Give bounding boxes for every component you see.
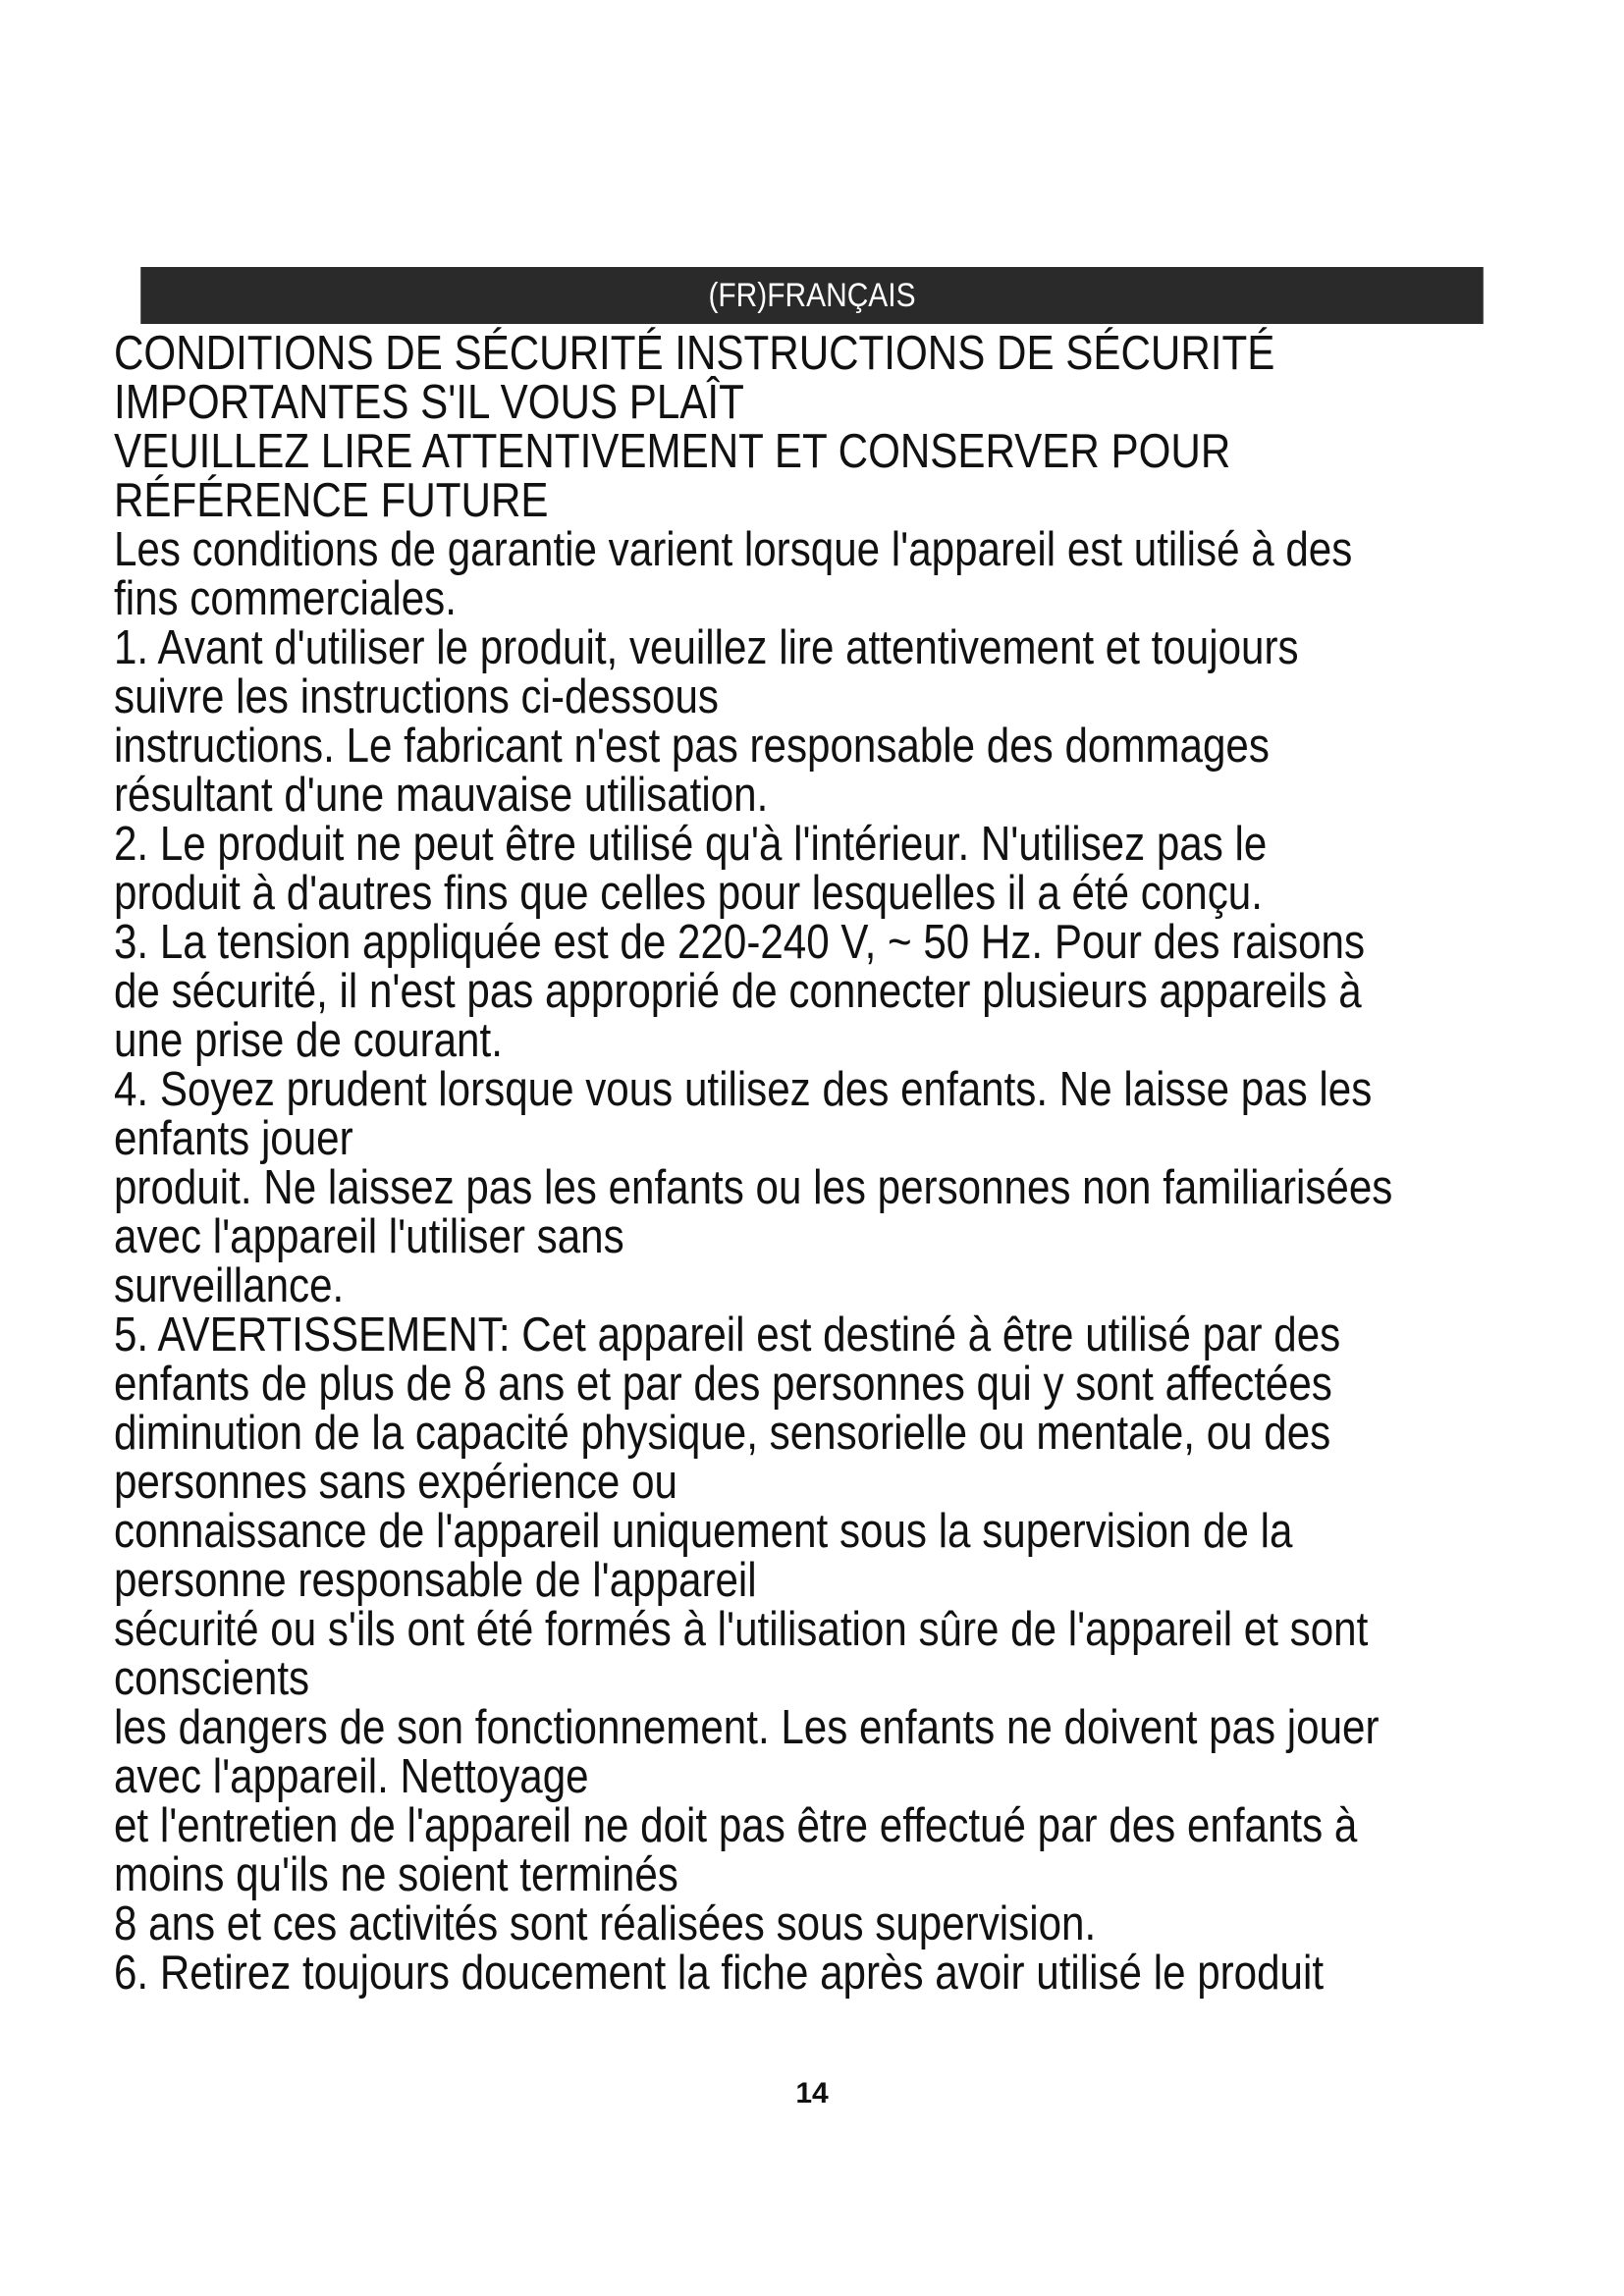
text-line: fins commerciales. [114, 572, 457, 625]
text-line: 6. Retirez toujours doucement la fiche après avoir utilisé le produit [114, 1947, 1325, 2000]
page-number: 14 [795, 2077, 829, 2109]
language-label: (FR)FRANÇAIS [708, 276, 916, 314]
text-line: connaissance de l'appareil uniquement sous la supervision de la [114, 1505, 1293, 1558]
text-line: diminution de la capacité physique, sensorielle ou mentale, ou des [114, 1407, 1331, 1460]
text-line: moins qu'ils ne soient terminés [114, 1848, 678, 1901]
text-line: de sécurité, il n'est pas approprié de connecter plusieurs appareils à [114, 965, 1362, 1018]
text-line: 8 ans et ces activités sont réalisées sous supervision. [114, 1897, 1097, 1950]
text-line: les dangers de son fonctionnement. Les enfants ne doivent pas jouer [114, 1701, 1380, 1754]
text-line: avec l'appareil l'utiliser sans [114, 1210, 624, 1263]
text-line: IMPORTANTES S'IL VOUS PLAÎT [114, 376, 744, 429]
text-line: une prise de courant. [114, 1014, 503, 1067]
text-line: produit. Ne laissez pas les enfants ou les personnes non familiarisées [114, 1161, 1393, 1214]
text-line: et l'entretien de l'appareil ne doit pas être effectué par des enfants à [114, 1799, 1358, 1852]
text-line: enfants jouer [114, 1112, 353, 1165]
text-line: suivre les instructions ci-dessous [114, 670, 719, 723]
language-header-bar [140, 267, 1484, 324]
text-line: Les conditions de garantie varient lorsque l'appareil est utilisé à des [114, 523, 1353, 576]
text-line: CONDITIONS DE SÉCURITÉ INSTRUCTIONS DE SÉCURITÉ [114, 327, 1275, 380]
text-line: produit à d'autres fins que celles pour lesquelles il a été conçu. [114, 867, 1263, 920]
text-line: personnes sans expérience ou [114, 1456, 677, 1509]
text-line: personne responsable de l'appareil [114, 1554, 757, 1607]
text-line: instructions. Le fabricant n'est pas responsable des dommages [114, 720, 1270, 773]
safety-instructions-text [114, 329, 1606, 1998]
text-line: conscients [114, 1652, 310, 1705]
text-line: avec l'appareil. Nettoyage [114, 1750, 589, 1803]
text-line: 1. Avant d'utiliser le produit, veuillez lire attentivement et toujours [114, 621, 1299, 674]
text-line: RÉFÉRENCE FUTURE [114, 474, 549, 527]
text-line: surveillance. [114, 1259, 345, 1312]
text-line: enfants de plus de 8 ans et par des personnes qui y sont affectées [114, 1358, 1332, 1411]
text-line: VEUILLEZ LIRE ATTENTIVEMENT ET CONSERVER POUR [114, 425, 1231, 478]
text-line: résultant d'une mauvaise utilisation. [114, 769, 769, 822]
text-line: 2. Le produit ne peut être utilisé qu'à l'intérieur. N'utilisez pas le [114, 818, 1268, 871]
text-line: 3. La tension appliquée est de 220-240 V, ~ 50 Hz. Pour des raisons [114, 916, 1366, 969]
text-line: 4. Soyez prudent lorsque vous utilisez des enfants. Ne laisse pas les [114, 1063, 1373, 1116]
text-line: 5. AVERTISSEMENT: Cet appareil est destiné à être utilisé par des [114, 1308, 1341, 1362]
text-line: sécurité ou s'ils ont été formés à l'utilisation sûre de l'appareil et sont [114, 1603, 1369, 1656]
